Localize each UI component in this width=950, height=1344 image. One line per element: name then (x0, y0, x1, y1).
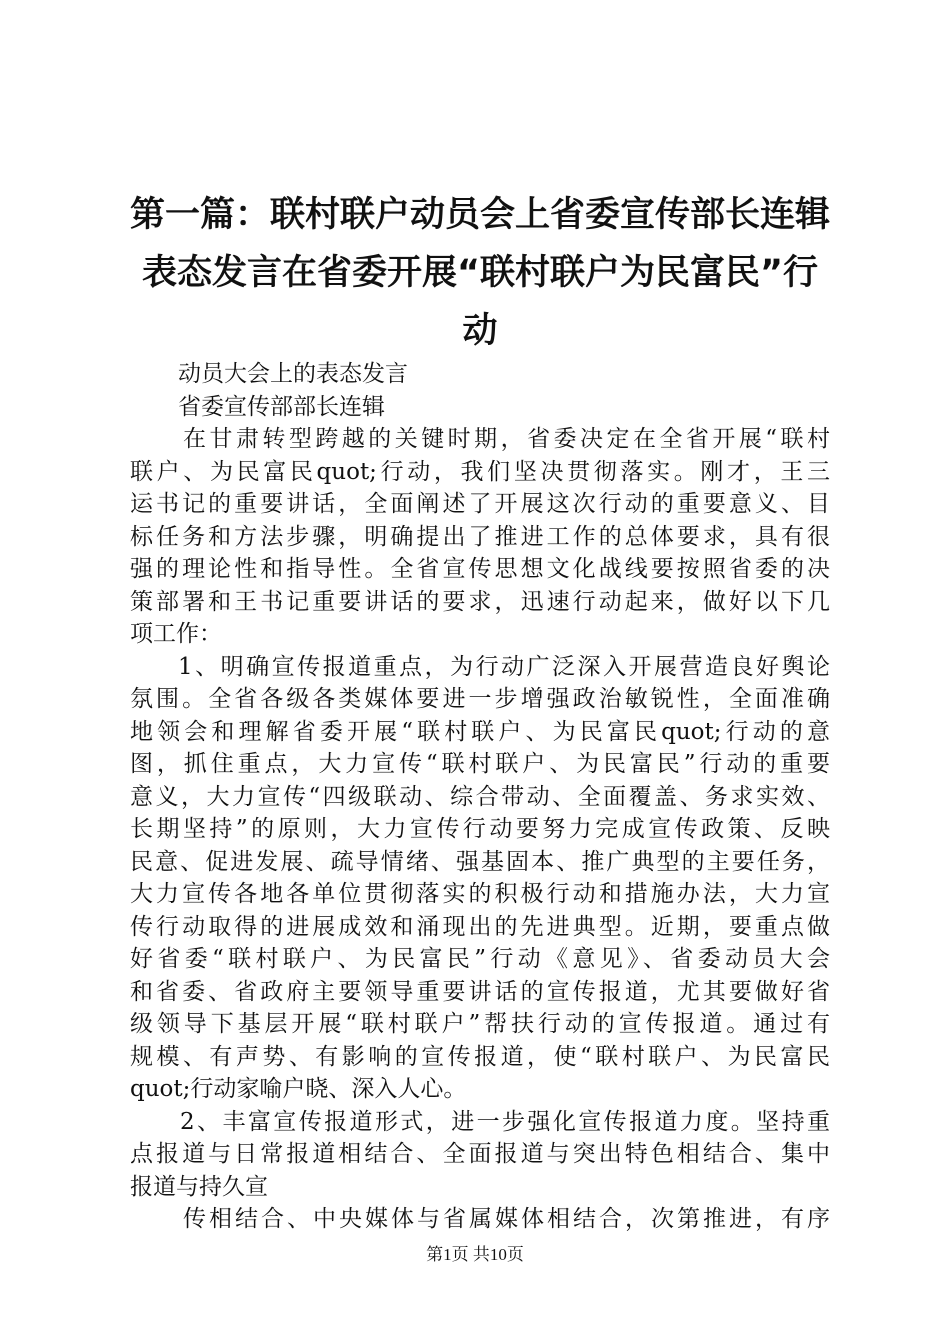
paragraph-line: 在甘肃转型跨越的关键时期，省委决定在全省开展“联村 (183, 426, 830, 452)
title-line: 动 (462, 311, 498, 351)
paragraph-line: 传行动取得的进展成效和涌现出的先进典型。近期，要重点做 (130, 913, 830, 940)
paragraph-line: 1、明确宣传报道重点，为行动广泛深入开展营造良好舆论 (178, 653, 830, 680)
subtitle-line: 动员大会上的表态发言 (178, 361, 408, 387)
paragraph-line: 强的理论性和指导性。全省宣传思想文化战线要按照省委的决 (130, 556, 830, 582)
page-footer: 第1页 共10页 (426, 1245, 524, 1264)
paragraph-line: quot;行动家喻户晓、深入人心。 (130, 1076, 467, 1102)
paragraph-line: 好省委“联村联户、为民富民”行动《意见》、省委动员大会 (130, 946, 830, 972)
paragraph-line: 策部署和王书记重要讲话的要求，迅速行动起来，做好以下几 (130, 588, 830, 615)
paragraph-line: 标任务和方法步骤，明确提出了推进工作的总体要求，具有很 (130, 523, 830, 550)
paragraph-line: 运书记的重要讲话，全面阐述了开展这次行动的重要意义、目 (130, 491, 830, 517)
paragraph-line: 项工作： (130, 621, 222, 647)
paragraph-line: 点报道与日常报道相结合、全面报道与突出特色相结合、集中 (130, 1141, 830, 1167)
paragraph-line: 长期坚持”的原则，大力宣传行动要努力完成宣传政策、反映 (130, 816, 830, 842)
paragraph-line: 规模、有声势、有影响的宣传报道，使“联村联户、为民富民 (130, 1043, 830, 1070)
document-body (130, 358, 830, 1236)
title-line: 表态发言在省委开展“联村联户为民富民”行 (141, 253, 818, 293)
paragraph-line: 氛围。全省各级各类媒体要进一步增强政治敏锐性，全面准确 (130, 686, 830, 712)
paragraph-line: 图，抓住重点，大力宣传“联村联户、为民富民”行动的重要 (130, 751, 830, 777)
author-line: 省委宣传部部长连辑 (178, 393, 385, 420)
paragraph-line: 2、丰富宣传报道形式，进一步强化宣传报道力度。坚持重 (180, 1108, 830, 1135)
paragraph-line: 民意、促进发展、疏导情绪、强基固本、推广典型的主要任务， (130, 848, 830, 875)
paragraph-line: 报道与持久宣 (130, 1173, 268, 1200)
paragraph-line: 级领导下基层开展“联村联户”帮扶行动的宣传报道。通过有 (130, 1011, 830, 1037)
paragraph-line: 意义，大力宣传“四级联动、综合带动、全面覆盖、务求实效、 (130, 783, 830, 810)
paragraph-line: 和省委、省政府主要领导重要讲话的宣传报道，尤其要做好省 (130, 978, 830, 1005)
title-line: 第一篇：联村联户动员会上省委宣传部长连辑 (129, 195, 830, 235)
paragraph-line: 传相结合、中央媒体与省属媒体相结合，次第推进，有序 (183, 1206, 830, 1232)
paragraph-line: 联户、为民富民quot;行动，我们坚决贯彻落实。刚才，王三 (130, 458, 830, 485)
paragraph-line: 大力宣传各地各单位贯彻落实的积极行动和措施办法，大力宣 (130, 881, 830, 907)
paragraph-line: 地领会和理解省委开展“联村联户、为民富民quot;行动的意 (130, 718, 830, 745)
document-title (110, 186, 850, 360)
